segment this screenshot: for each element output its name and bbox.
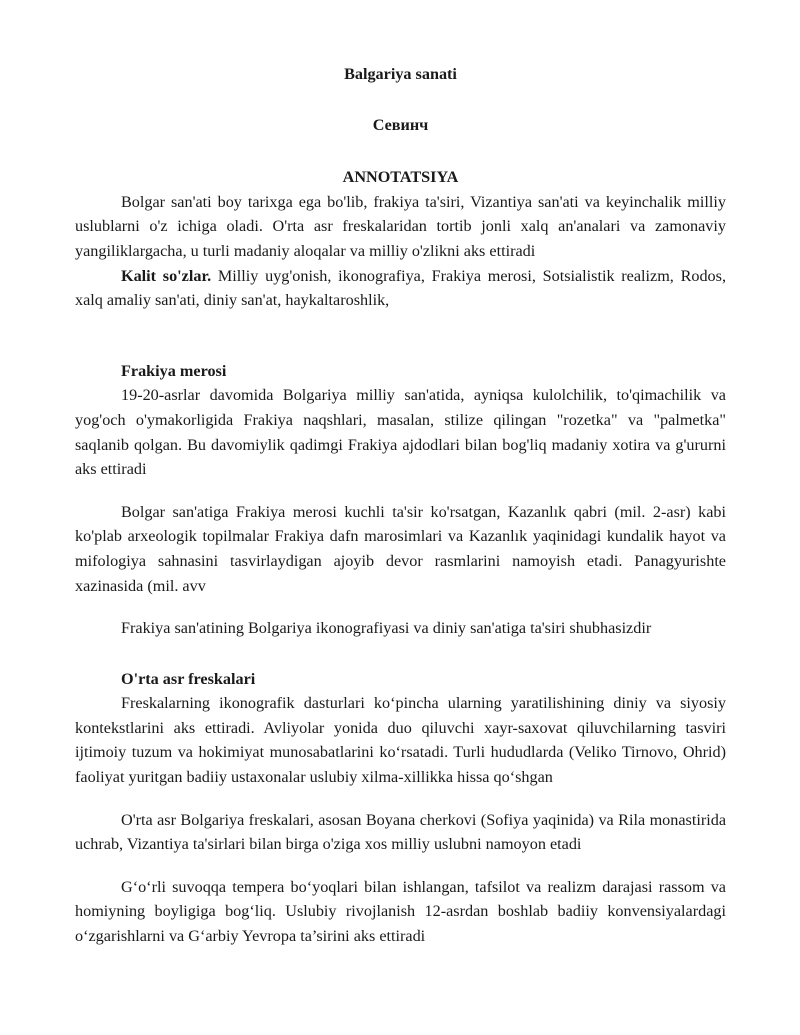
document-title: Balgariya sanati	[344, 65, 457, 83]
keywords-text: Milliy uyg'onish, ikonografiya, Frakiya merosi, Sotsialistik realizm, Rodos, xalq amaliy san'ati, diniy san'at, haykaltaroshlik,	[75, 266, 726, 310]
section-heading: O'rta asr freskalari	[121, 669, 256, 688]
section-paragraph: O'rta asr Bolgariya freskalari, asosan Boyana cherkovi (Sofiya yaqinida) va Rila monastirida uchrab, Vizantiya ta'sirlari bilan birga o'ziga xos milliy uslubni namoyon etadi	[75, 810, 726, 854]
section-paragraph: Freskalarning ikonografik dasturlari ko‘pincha ularning yaratilishining diniy va siyosiy kontekstlarini aks ettiradi. Avliyolar yonida duo qiluvchi xayr-saxovat qiluvchilarning tasviri ijtimoiy tuzum va hokimiyat munosabatlarini ko‘rsatadi. Turli hududlarda (Veliko Tirnovo, Ohrid) faoliyat yuritgan badiiy ustaxonalar uslubiy xilma-xillikka hissa qo‘shgan	[75, 694, 726, 787]
section-medieval-frescoes	[75, 667, 726, 949]
author-name: Севинч	[372, 115, 429, 134]
abstract-text: Bolgar san'ati boy tarixga ega bo'lib, frakiya ta'siri, Vizantiya san'ati va keyinchalik milliy uslublarni o'z ichiga oladi. O'rta asr freskalaridan tortib jonli xalq an'analari va zamonaviy yangiliklargacha, u turli madaniy aloqalar va milliy o'zlikni aks ettiradi	[75, 192, 726, 260]
section-paragraph: Frakiya san'atining Bolgariya ikonografiyasi va diniy san'atiga ta'siri shubhasizdir	[121, 619, 652, 638]
abstract-heading: ANNOTATSIYA	[342, 168, 459, 187]
keywords-label: Kalit so'zlar.	[121, 266, 212, 285]
section-paragraph: G‘o‘rli suvoqqa tempera bo‘yoqlari bilan ishlangan, tafsilot va realizm darajasi rassom va homiyning boyligiga bog‘liq. Uslubiy rivojlanish 12-asrdan boshlab badiiy konvensiyalardagi o‘zgarishlarni va G‘arbiy Yevropa ta’sirini aks ettiradi	[75, 877, 726, 946]
section-paragraph: 19-20-asrlar davomida Bolgariya milliy san'atida, ayniqsa kulolchilik, to'qimachilik va yog'och o'ymakorligida Frakiya naqshlari, masalan, stilize qilingan "rozetka" va "palmetka" saqlanib qolgan. Bu davomiylik qadimgi Frakiya ajdodlari bilan bog'liq madaniy xotira va g'ururni aks ettiradi	[75, 386, 726, 479]
section-paragraph: Bolgar san'atiga Frakiya merosi kuchli ta'sir ko'rsatgan, Kazanlık qabri (mil. 2-asr) kabi ko'plab arxeologik topilmalar Frakiya dafn marosimlari va Kazanlık yaqinidagi kundalik hayot va mifologiya sahnasini tasvirlaydigan ajoyib devor rasmlarini namoyish etadi. Panagyurishte xazinasida (mil. avv	[75, 502, 726, 595]
section-thracian-heritage	[75, 359, 726, 641]
document-page	[75, 62, 726, 949]
keywords-paragraph	[75, 264, 726, 313]
section-heading: Frakiya merosi	[121, 361, 227, 380]
